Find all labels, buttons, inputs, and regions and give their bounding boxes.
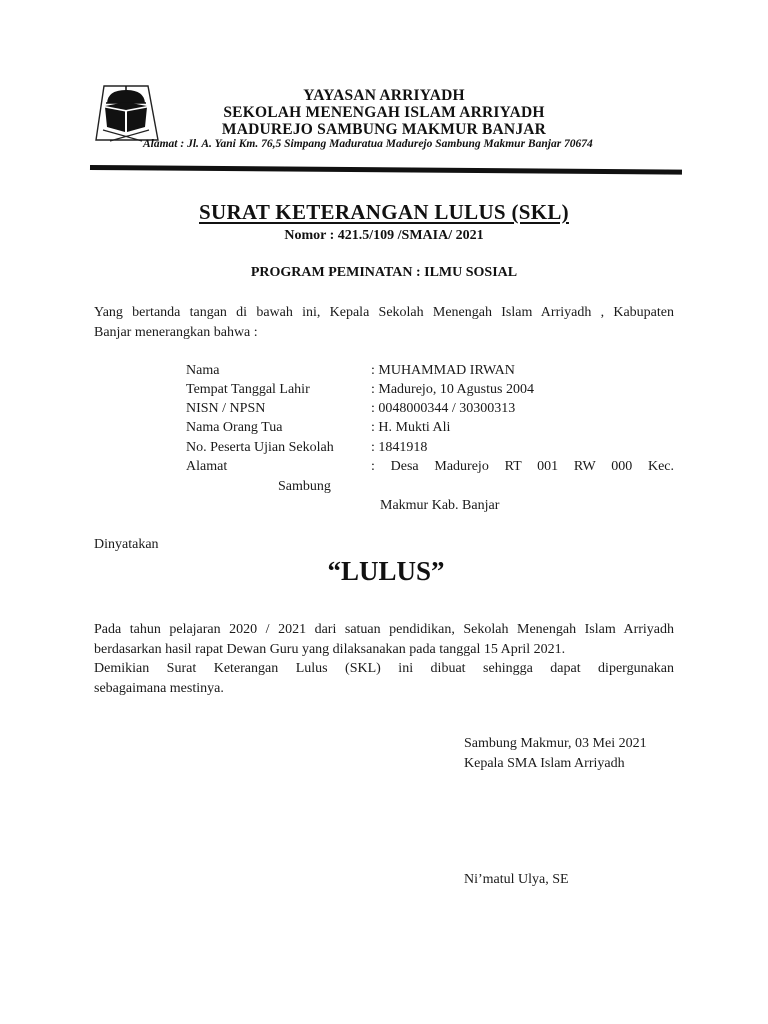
field-value: : MUHAMMAD IRWAN (371, 363, 515, 378)
closing-line: sebagaimana mestinya. (94, 680, 224, 696)
document-title: SURAT KETERANGAN LULUS (SKL) (199, 200, 569, 224)
closing-line: Demikian Surat Keterangan Lulus (SKL) ini dibuat sehingga dapat dipergunakan (94, 661, 674, 676)
signature-place-date: Sambung Makmur, 03 Mei 2021 (464, 736, 647, 751)
field-value: : Desa Madurejo RT 001 RW 000 Kec. (371, 459, 674, 474)
intro-line: Yang bertanda tangan di bawah ini, Kepala Sekolah Menengah Islam Arriyadh , Kabupaten (94, 305, 674, 320)
school-name: SEKOLAH MENENGAH ISLAM ARRIYADH (223, 104, 545, 121)
signatory-name: Ni’matul Ulya, SE (464, 872, 569, 887)
document-number: Nomor : 421.5/109 /SMAIA/ 2021 (284, 228, 484, 243)
field-value: : H. Mukti Ali (371, 420, 451, 435)
address-wrap: Sambung (278, 479, 331, 494)
address-continuation: Makmur Kab. Banjar (380, 498, 500, 513)
field-label: Tempat Tanggal Lahir (186, 382, 310, 397)
field-value: : 1841918 (371, 440, 428, 455)
field-value: : Madurejo, 10 Agustus 2004 (371, 382, 534, 397)
letterhead-divider (90, 165, 682, 175)
school-location: MADUREJO SAMBUNG MAKMUR BANJAR (221, 121, 547, 138)
closing-line: Pada tahun pelajaran 2020 / 2021 dari satuan pendidikan, Sekolah Menengah Islam Arriyadh (94, 622, 674, 637)
field-label: Nama Orang Tua (186, 420, 283, 435)
field-value: : 0048000344 / 30300313 (371, 401, 516, 416)
field-label: Nama (186, 363, 220, 378)
declared-label: Dinyatakan (94, 537, 159, 552)
school-address: Alamat : Jl. A. Yani Km. 76,5 Simpang Maduratua Madurejo Sambung Makmur Banjar 70674 (143, 138, 593, 150)
closing-paragraph (94, 620, 674, 698)
closing-line: berdasarkan hasil rapat Dewan Guru yang dilaksanakan pada tanggal 15 April 2021. (94, 641, 566, 657)
field-label: No. Peserta Ujian Sekolah (186, 440, 334, 455)
program-specialization: PROGRAM PEMINATAN : ILMU SOSIAL (250, 265, 518, 280)
foundation-name: YAYASAN ARRIYADH (303, 87, 465, 104)
field-label: Alamat (186, 459, 228, 474)
intro-paragraph (94, 303, 674, 342)
signature-position: Kepala SMA Islam Arriyadh (464, 756, 625, 771)
intro-line: Banjar menerangkan bahwa : (94, 324, 258, 340)
field-label: NISN / NPSN (186, 401, 266, 416)
graduation-status: “LULUS” (327, 556, 445, 586)
